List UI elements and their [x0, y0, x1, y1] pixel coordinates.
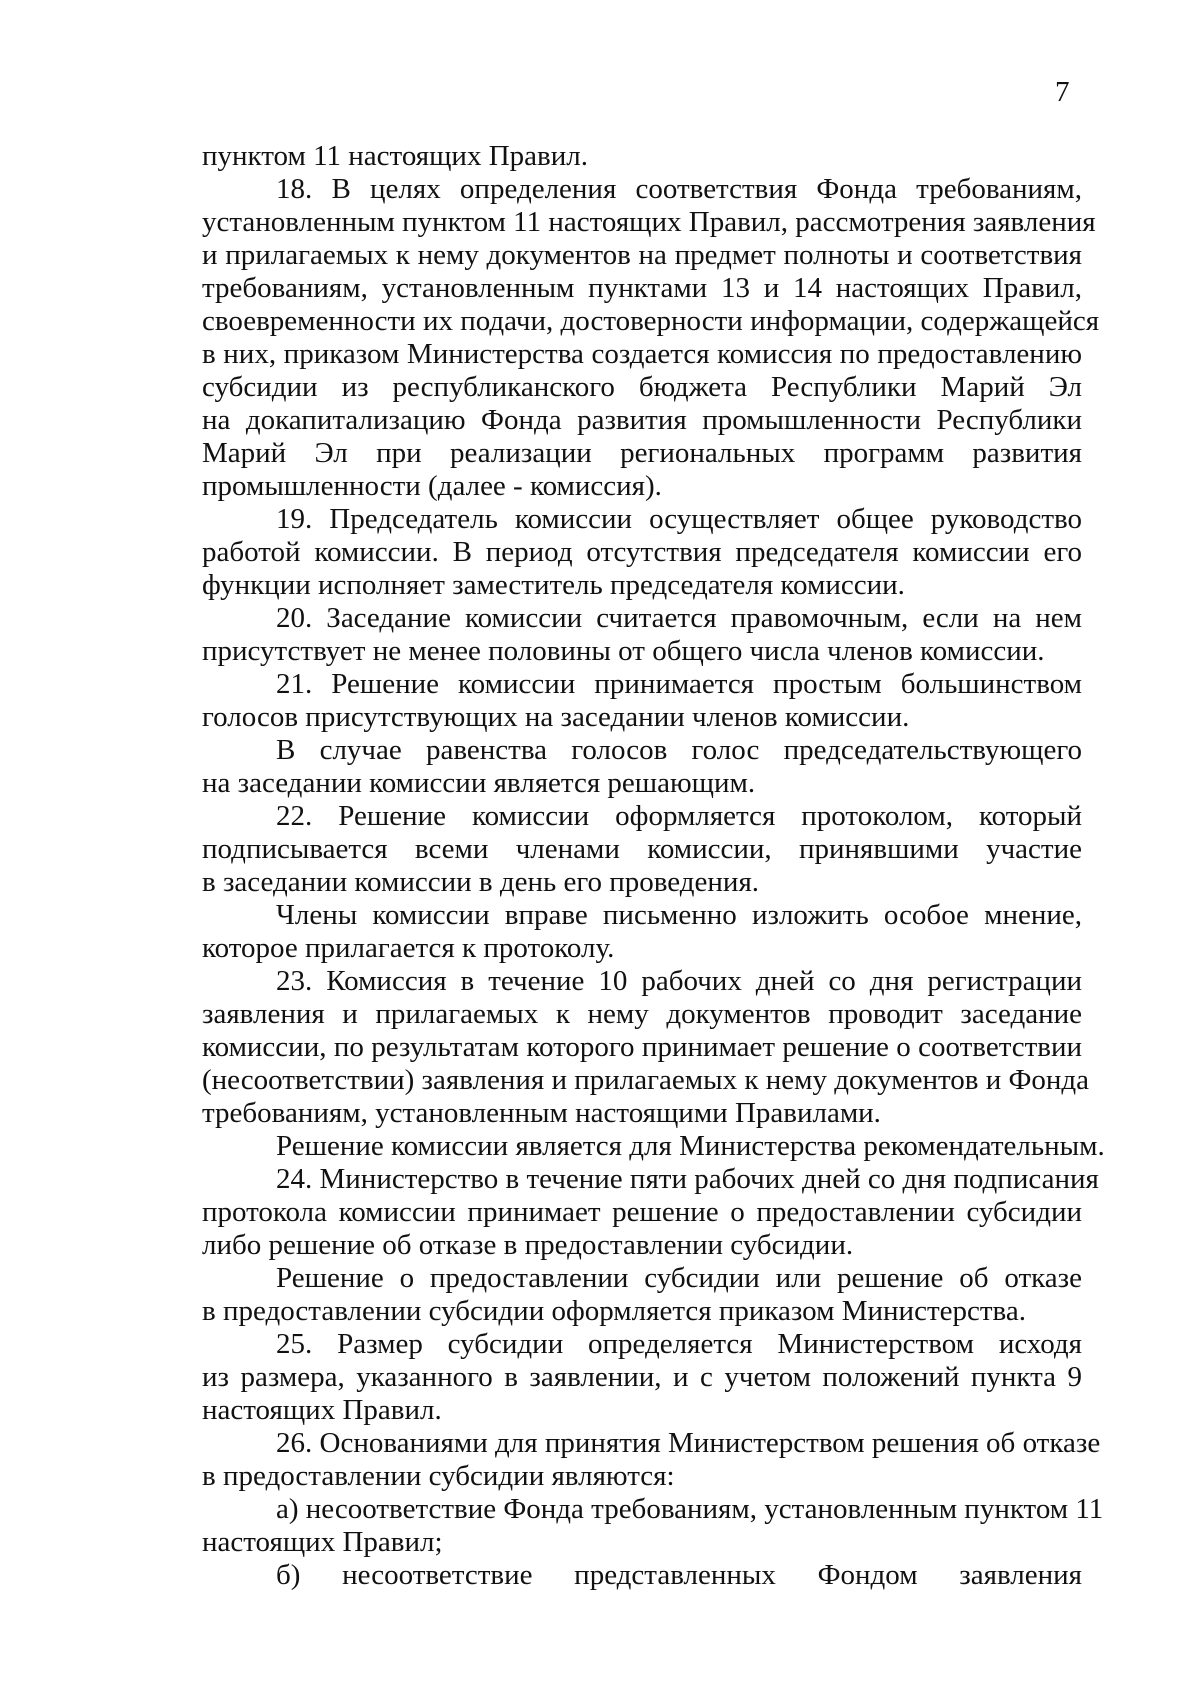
paragraph-21-start: 21. Решение комиссии принимается простым большинством: [276, 668, 1082, 700]
text-line: Марий Эл при реализации региональных программ развития: [202, 437, 1082, 469]
text-line: из размера, указанного в заявлении, и с учетом положений пункта 9: [202, 1361, 1082, 1393]
text-line: заявления и прилагаемых к нему документов проводит заседание: [202, 998, 1082, 1030]
paragraph-23-part-2: Решение комиссии является для Министерства рекомендательным.: [276, 1130, 1105, 1162]
document-body: [202, 140, 1105, 1592]
text-line: своевременности их подачи, достоверности информации, содержащейся: [202, 305, 1100, 337]
page-number: 7: [1055, 76, 1070, 108]
text-line: протокола комиссии принимает решение о предоставлении субсидии: [202, 1196, 1082, 1228]
paragraph-25-start: 25. Размер субсидии определяется Министерством исходя: [276, 1328, 1082, 1360]
text-line: либо решение об отказе в предоставлении субсидии.: [202, 1229, 854, 1261]
text-line: в предоставлении субсидии являются:: [202, 1460, 675, 1492]
paragraph-24-start: 24. Министерство в течение пяти рабочих дней со дня подписания: [276, 1163, 1099, 1195]
text-line: работой комиссии. В период отсутствия председателя комиссии его: [202, 536, 1082, 568]
text-line: которое прилагается к протоколу.: [202, 932, 615, 964]
list-item-b: б) несоответствие представленных Фондом заявления: [276, 1559, 1082, 1591]
paragraph-22-part-2: Члены комиссии вправе письменно изложить особое мнение,: [276, 899, 1082, 931]
paragraph-19-start: 19. Председатель комиссии осуществляет общее руководство: [276, 503, 1082, 535]
text-line: субсидии из республиканского бюджета Республики Марий Эл: [202, 371, 1082, 403]
text-line: установленным пунктом 11 настоящих Правил, рассмотрения заявления: [202, 206, 1096, 238]
paragraph-26-start: 26. Основаниями для принятия Министерством решения об отказе: [276, 1427, 1101, 1459]
text-line: в предоставлении субсидии оформляется приказом Министерства.: [202, 1295, 1026, 1327]
text-line: пунктом 11 настоящих Правил.: [202, 140, 588, 172]
text-line: требованиям, установленным настоящими Правилами.: [202, 1097, 881, 1129]
text-line: в них, приказом Министерства создается комиссия по предоставлению: [202, 338, 1082, 370]
text-line: на докапитализацию Фонда развития промышленности Республики: [202, 404, 1082, 436]
paragraph-18-start: 18. В целях определения соответствия Фонда требованиям,: [276, 173, 1082, 205]
paragraph-24-part-2: Решение о предоставлении субсидии или решение об отказе: [276, 1262, 1082, 1294]
text-line: комиссии, по результатам которого принимает решение о соответствии: [202, 1031, 1082, 1063]
text-line: на заседании комиссии является решающим.: [202, 767, 756, 799]
paragraph-22-start: 22. Решение комиссии оформляется протоколом, который: [276, 800, 1082, 832]
text-line: требованиям, установленным пунктами 13 и 14 настоящих Правил,: [202, 272, 1082, 304]
text-line: функции исполняет заместитель председателя комиссии.: [202, 569, 905, 601]
list-item-a: а) несоответствие Фонда требованиям, установленным пунктом 11: [276, 1493, 1104, 1525]
paragraph-23-start: 23. Комиссия в течение 10 рабочих дней со дня регистрации: [276, 965, 1082, 997]
text-line: (несоответствии) заявления и прилагаемых к нему документов и Фонда: [202, 1064, 1090, 1096]
paragraph-20-start: 20. Заседание комиссии считается правомочным, если на нем: [276, 602, 1082, 634]
text-line: подписывается всеми членами комиссии, принявшими участие: [202, 833, 1082, 865]
text-line: в заседании комиссии в день его проведения.: [202, 866, 760, 898]
paragraph-21-part-2: В случае равенства голосов голос председательствующего: [276, 734, 1082, 766]
text-line: настоящих Правил;: [202, 1526, 443, 1558]
text-line: присутствует не менее половины от общего числа членов комиссии.: [202, 635, 1045, 667]
text-line: промышленности (далее - комиссия).: [202, 470, 662, 502]
text-line: настоящих Правил.: [202, 1394, 442, 1426]
text-line: голосов присутствующих на заседании членов комиссии.: [202, 701, 910, 733]
text-line: и прилагаемых к нему документов на предмет полноты и соответствия: [202, 239, 1082, 271]
